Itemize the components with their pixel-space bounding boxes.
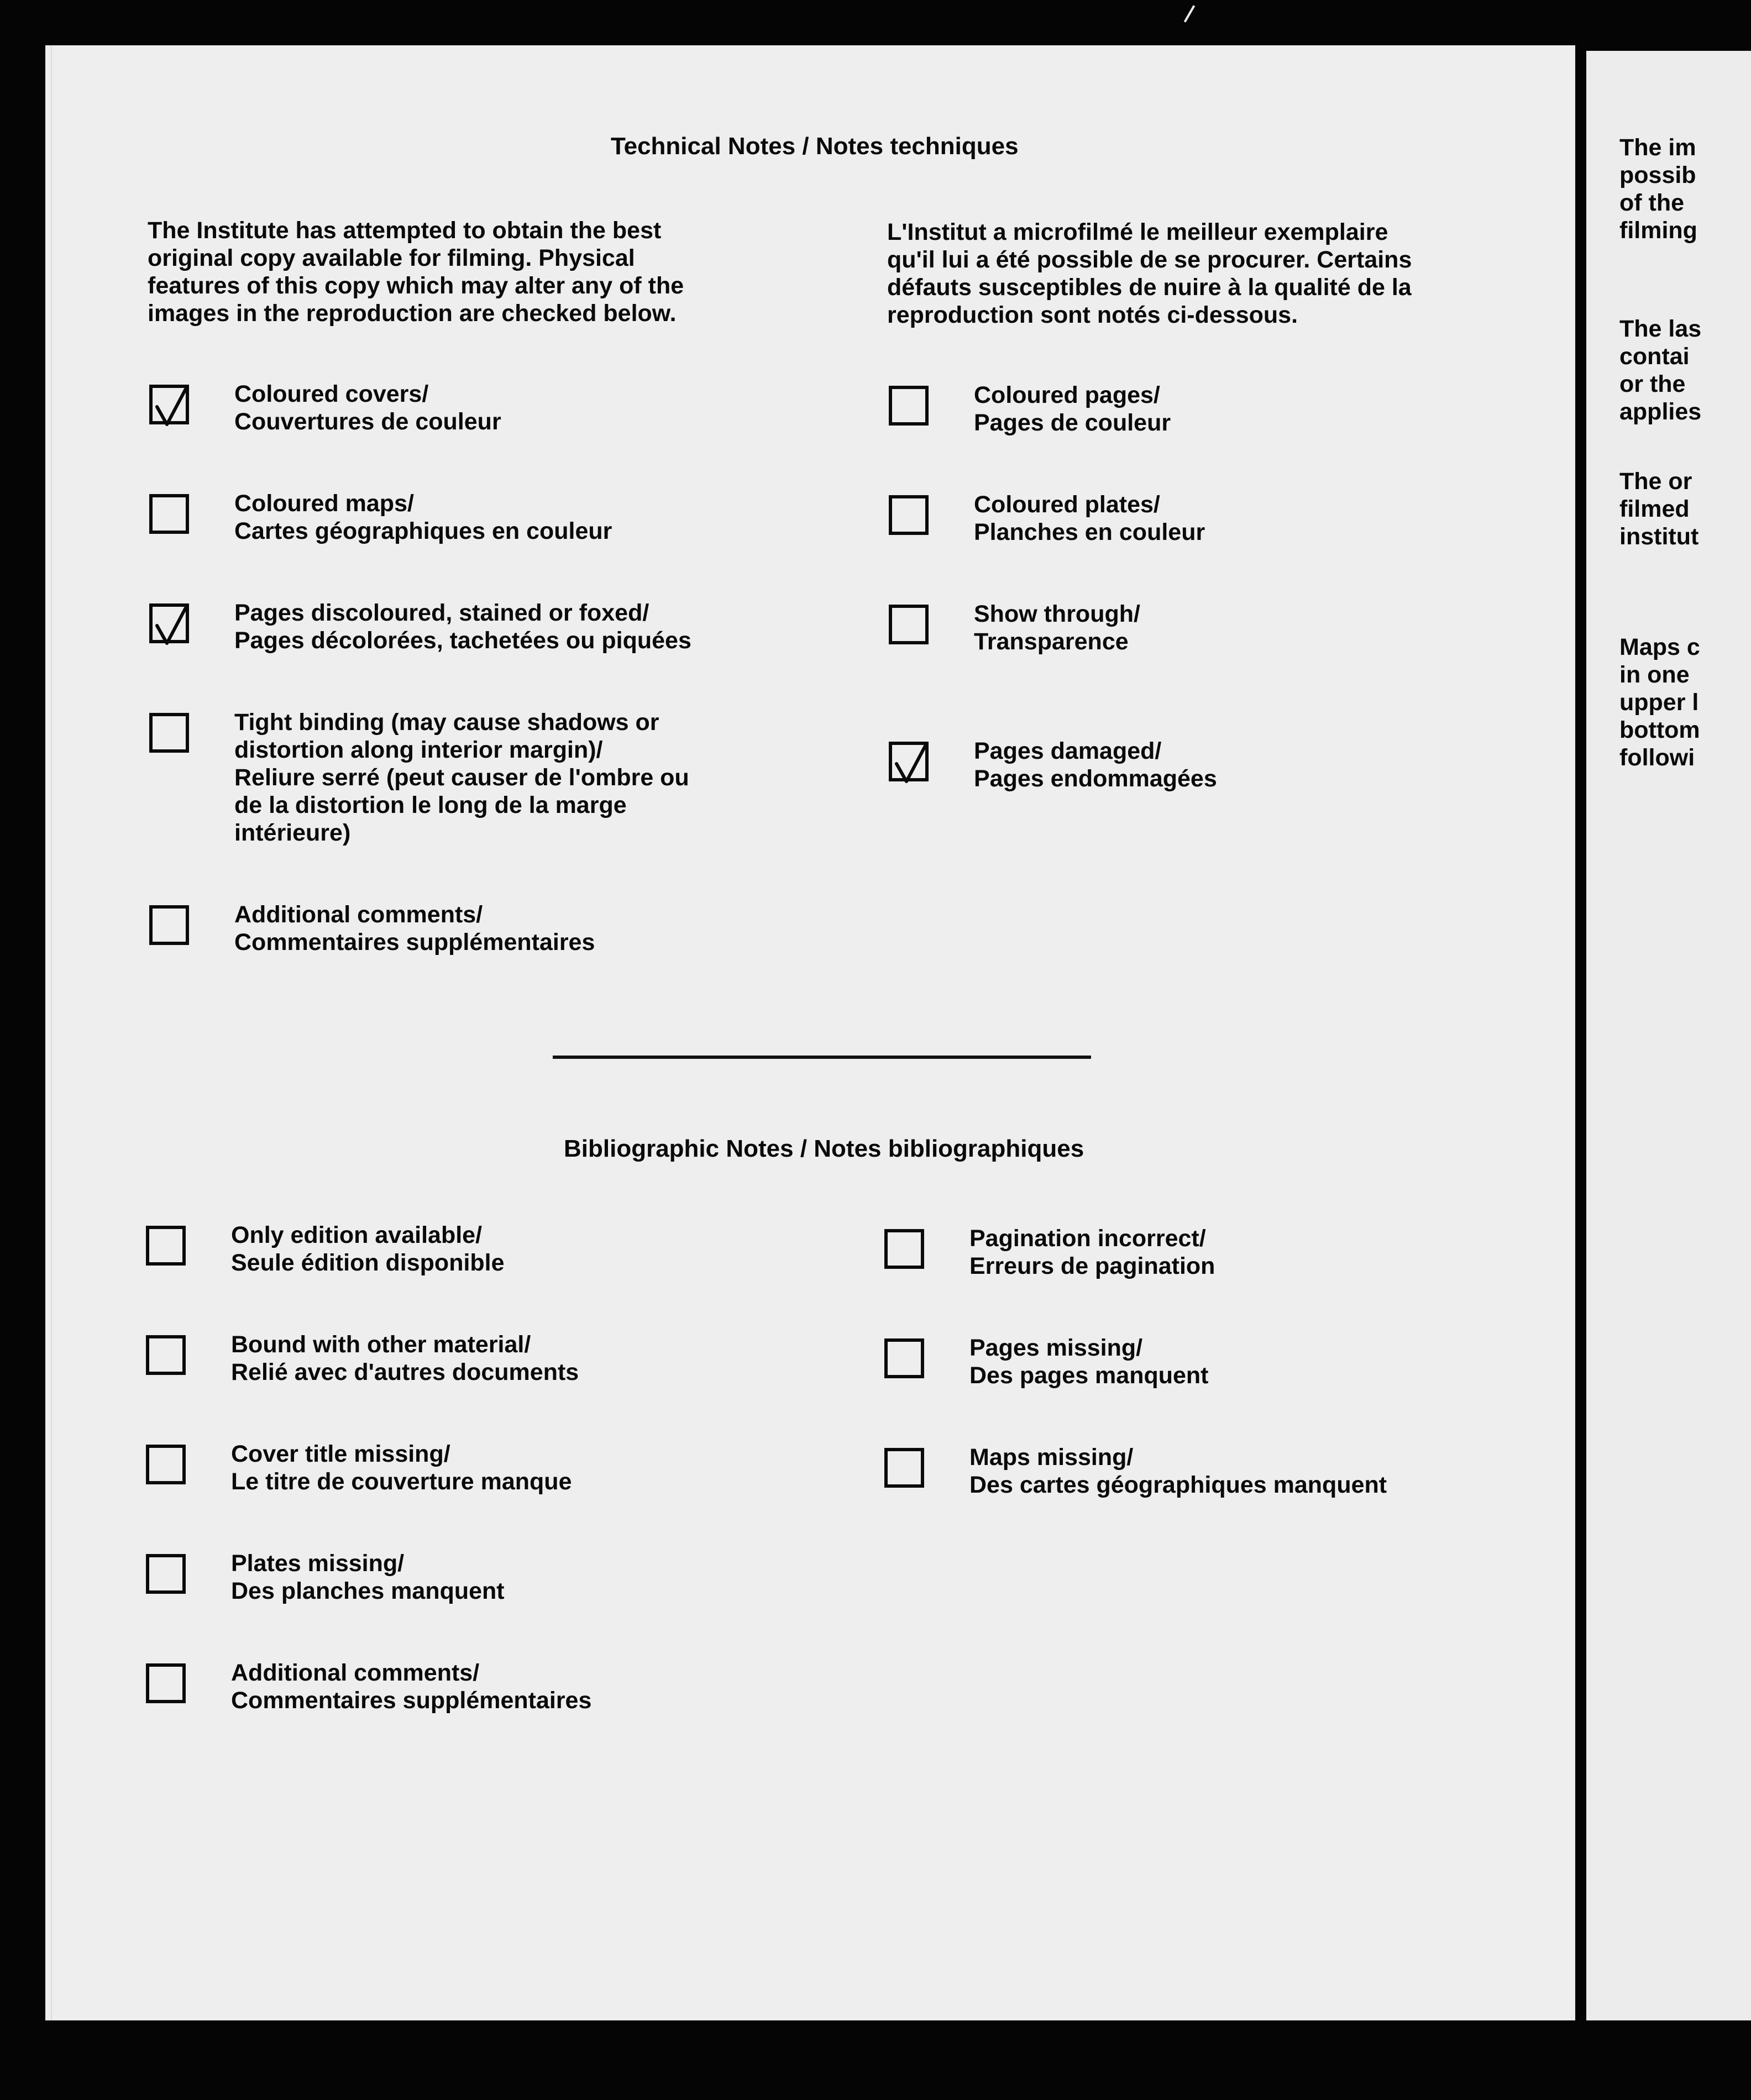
checklist-label [231,1331,579,1386]
checkbox[interactable] [889,605,929,644]
label-line: Bound with other material/ [231,1331,531,1358]
fragment-line: filming [1619,217,1697,244]
checklist-item [884,1225,1215,1280]
intro-fr-line: défauts susceptibles de nuire à la qualité de la [887,274,1412,301]
checklist-label [974,737,1217,792]
checklist-item [889,491,1205,546]
technical-intro-en [148,217,778,327]
checklist-item [146,1331,579,1386]
fragment-line: upper l [1619,689,1699,716]
checkbox[interactable] [884,1448,924,1488]
section-divider [553,1056,1091,1059]
checklist-item [889,381,1171,437]
checklist-item [149,380,501,435]
adjacent-page-paragraph [1619,468,1698,550]
checklist-label [234,599,691,654]
checklist-label [974,600,1140,655]
label-line: Relié avec d'autres documents [231,1359,579,1385]
label-line: Transparence [974,628,1129,655]
fragment-line: contai [1619,343,1690,370]
checklist-item [884,1334,1209,1389]
checklist-label [969,1225,1215,1280]
checklist-item [149,708,689,847]
checklist-item [889,600,1140,655]
checkbox[interactable] [884,1229,924,1269]
checklist-item [146,1659,591,1714]
label-line: Coloured pages/ [974,382,1160,408]
label-line: Cover title missing/ [231,1441,450,1467]
label-line: Show through/ [974,601,1140,627]
checkmark-icon [154,603,190,648]
label-line: Pages damaged/ [974,738,1162,764]
fragment-line: or the [1619,371,1686,397]
adjacent-page [1586,51,1751,2020]
adjacent-page-paragraph [1619,315,1701,426]
checklist-label [231,1440,572,1495]
fragment-line: The las [1619,316,1702,342]
label-line: Des planches manquent [231,1578,505,1604]
checkbox[interactable] [889,495,929,535]
intro-en-line: images in the reproduction are checked below. [148,300,677,327]
label-line: Coloured plates/ [974,491,1160,518]
intro-fr-line: reproduction sont notés ci-dessous. [887,302,1298,328]
intro-fr-line: qu'il lui a été possible de se procurer. Certains [887,246,1412,273]
checklist-item [149,490,612,545]
bibliographic-notes-title: Bibliographic Notes / Notes bibliographiques [564,1135,1084,1162]
label-line: Des cartes géographiques manquent [969,1472,1387,1498]
fragment-line: followi [1619,744,1695,771]
label-line: Tight binding (may cause shadows or [234,709,659,736]
label-line: intérieure) [234,820,351,846]
technical-notes-title: Technical Notes / Notes techniques [611,133,1019,160]
fragment-line: applies [1619,398,1702,425]
label-line: Pagination incorrect/ [969,1225,1206,1252]
checkbox[interactable] [146,1663,186,1703]
fragment-line: The im [1619,134,1696,161]
label-line: Commentaires supplémentaires [231,1687,592,1714]
checklist-label [231,1221,505,1277]
checklist-label [974,381,1171,437]
checklist-label [231,1550,505,1605]
label-line: Seule édition disponible [231,1250,505,1276]
label-line: distortion along interior margin)/ [234,737,603,763]
checkbox[interactable] [149,905,189,945]
checkbox[interactable] [146,1335,186,1375]
checklist-label [231,1659,591,1714]
checked-checkbox[interactable] [149,603,189,643]
checkbox[interactable] [146,1554,186,1594]
adjacent-page-paragraph [1619,633,1700,771]
checklist-label [234,490,612,545]
label-line: Pages de couleur [974,410,1171,436]
label-line: Le titre de couverture manque [231,1468,572,1495]
label-line: Pages décolorées, tachetées ou piquées [234,627,691,654]
checklist-item [146,1440,572,1495]
label-line: Pages discoloured, stained or foxed/ [234,600,649,626]
technical-intro-fr [887,218,1517,329]
label-line: Only edition available/ [231,1222,483,1248]
checkbox[interactable] [149,494,189,534]
checkbox[interactable] [146,1226,186,1266]
fragment-line: possib [1619,162,1696,188]
intro-en-line: features of this copy which may alter any of the [148,272,684,299]
checked-checkbox[interactable] [889,742,929,781]
checklist-label [969,1334,1209,1389]
checklist-item [149,901,595,956]
label-line: Commentaires supplémentaires [234,929,595,956]
checkmark-icon [893,742,930,786]
label-line: Pages missing/ [969,1335,1143,1361]
checklist-label [974,491,1205,546]
label-line: Pages endommagées [974,765,1217,792]
fragment-line: filmed [1619,496,1690,522]
checklist-item [146,1550,505,1605]
label-line: Additional comments/ [231,1660,480,1686]
checklist-item [149,599,691,654]
fragment-line: in one [1619,662,1690,688]
label-line: Planches en couleur [974,519,1205,545]
label-line: Des pages manquent [969,1362,1209,1389]
label-line: de la distortion le long de la marge [234,792,627,818]
label-line: Additional comments/ [234,901,483,928]
checkmark-icon [154,385,190,429]
fragment-line: of the [1619,190,1685,216]
checklist-item [146,1221,505,1277]
checked-checkbox[interactable] [149,385,189,424]
label-line: Erreurs de pagination [969,1253,1215,1279]
notes-page [45,45,1575,2020]
checkbox[interactable] [884,1338,924,1378]
label-line: Coloured covers/ [234,381,429,407]
fragment-line: The or [1619,468,1692,495]
checklist-item [884,1443,1387,1499]
label-line: Maps missing/ [969,1444,1134,1471]
adjacent-page-paragraph [1619,134,1697,244]
fragment-line: bottom [1619,717,1700,743]
checklist-label [234,380,501,435]
checkbox[interactable] [146,1445,186,1484]
label-line: Couvertures de couleur [234,408,501,435]
label-line: Coloured maps/ [234,490,414,517]
scratch-mark [1184,5,1195,22]
checkbox[interactable] [149,713,189,753]
intro-fr-line: L'Institut a microfilmé le meilleur exemplaire [887,219,1388,245]
label-line: Reliure serré (peut causer de l'ombre ou [234,764,689,791]
label-line: Plates missing/ [231,1550,405,1577]
label-line: Cartes géographiques en couleur [234,518,612,544]
checklist-label [969,1443,1387,1499]
page-crease [51,45,52,2020]
intro-en-line: original copy available for filming. Physical [148,245,635,271]
intro-en-line: The Institute has attempted to obtain the best [148,217,662,244]
checklist-label [234,708,689,847]
checkbox[interactable] [889,386,929,426]
checklist-item [889,737,1217,792]
checklist-label [234,901,595,956]
fragment-line: Maps c [1619,634,1700,660]
fragment-line: institut [1619,523,1699,550]
